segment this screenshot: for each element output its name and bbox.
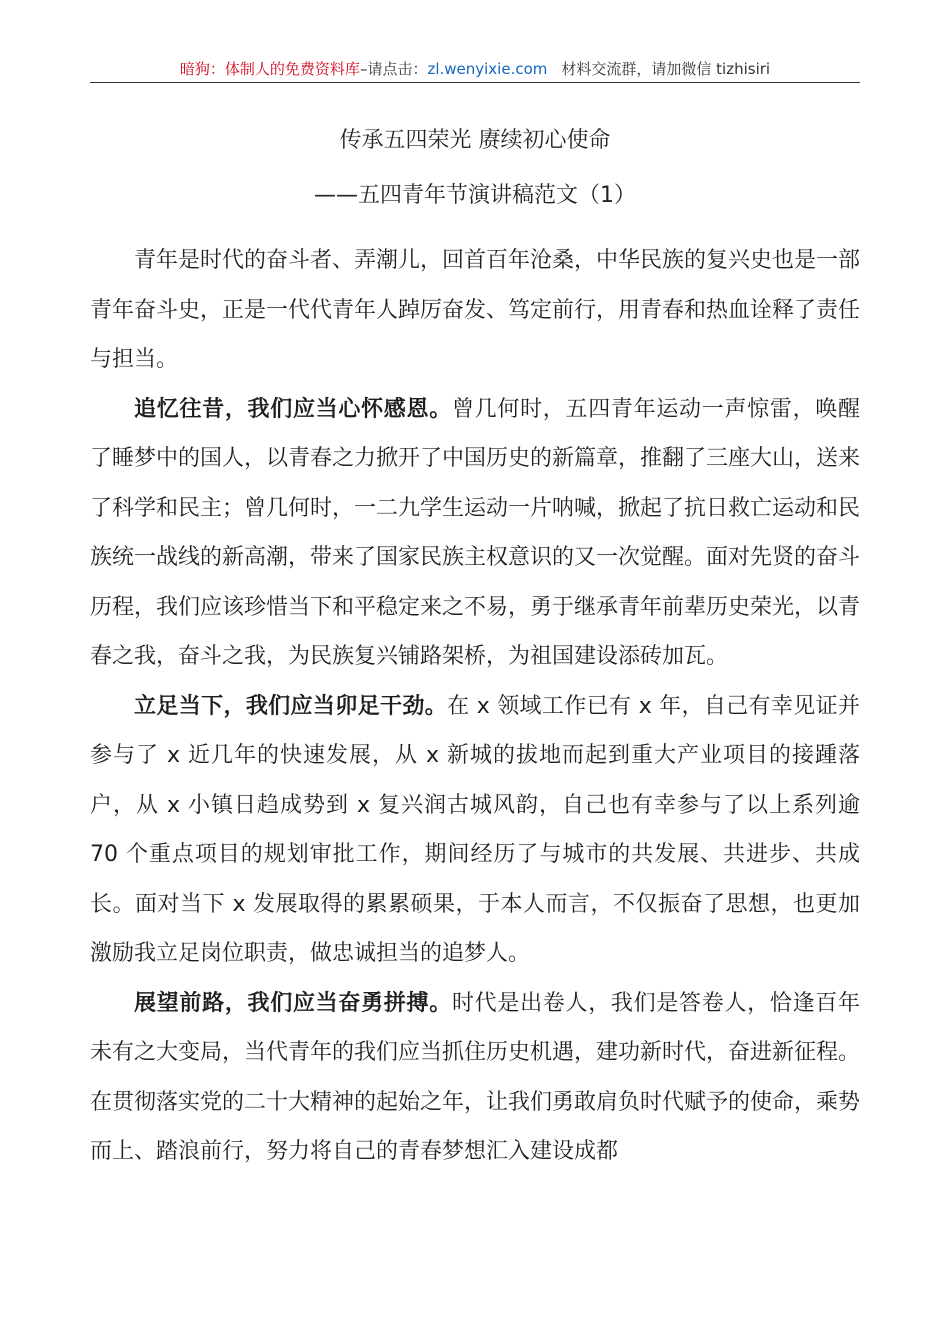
- paragraph-lead: 追忆往昔，我们应当心怀感恩。: [134, 396, 452, 422]
- paragraph-text: 青年是时代的奋斗者、弄潮儿，回首百年沧桑，中华民族的复兴史也是一部青年奋斗史，正是一代代青年人踔厉奋发、笃定前行，用青春和热血诠释了责任与担当。: [90, 248, 861, 372]
- document-subtitle: ——五四青年节演讲稿范文（1）: [314, 183, 636, 208]
- site-link[interactable]: zl.wenyixie.com: [427, 60, 548, 78]
- paragraph-lead: 展望前路，我们应当奋勇拼搏。: [134, 990, 452, 1016]
- paragraph-past: [90, 385, 860, 682]
- paragraph-future: [90, 979, 860, 1177]
- header-divider: [90, 82, 860, 83]
- wechat-note: 材料交流群，请加微信 tizhisiri: [561, 60, 771, 78]
- paragraph-text: 在 x 领域工作已有 x 年，自己有幸见证并参与了 x 近几年的快速发展，从 x 新城的拔地而起到重大产业项目的接踵落户，从 x 小镇日趋成势到 x 复兴润古城风韵，自己也有幸参与了以上系列逾 70 个重点项目的规划审批工作，期间经历了与城市的共发展、共进步、共成长。面对当下 x 发展取得的累累硕果，于本人而言，不仅振奋了思想，也更加激励我立足岗位职责，做忠诚担当的追梦人。: [90, 693, 860, 966]
- document-body: [90, 236, 860, 1177]
- paragraph-present: [90, 682, 860, 979]
- paragraph-intro: [90, 236, 860, 385]
- click-prompt: –请点击：: [359, 60, 428, 78]
- paragraph-text: 时代是出卷人，我们是答卷人，恰逢百年未有之大变局，当代青年的我们应当抓住历史机遇，建功新时代，奋进新征程。在贯彻落实党的二十大精神的起始之年，让我们勇敢肩负时代赋予的使命，乘势而上、踏浪前行，努力将自己的青春梦想汇入建设成都: [90, 990, 861, 1164]
- site-brand: 暗狗：体制人的免费资料库: [179, 60, 360, 78]
- document-title: 传承五四荣光 赓续初心使命: [339, 128, 611, 153]
- paragraph-lead: 立足当下，我们应当卯足干劲。: [134, 693, 448, 719]
- paragraph-text: 曾几何时，五四青年运动一声惊雷，唤醒了睡梦中的国人，以青春之力掀开了中国历史的新篇章，推翻了三座大山，送来了科学和民主；曾几何时，一二九学生运动一片呐喊，掀起了抗日救亡运动和民族统一战线的新高潮，带来了国家民族主权意识的又一次觉醒。面对先贤的奋斗历程，我们应该珍惜当下和平稳定来之不易，勇于继承青年前辈历史荣光，以青春之我，奋斗之我，为民族复兴铺路架桥，为祖国建设添砖加瓦。: [90, 396, 861, 669]
- header-banner: [90, 58, 860, 80]
